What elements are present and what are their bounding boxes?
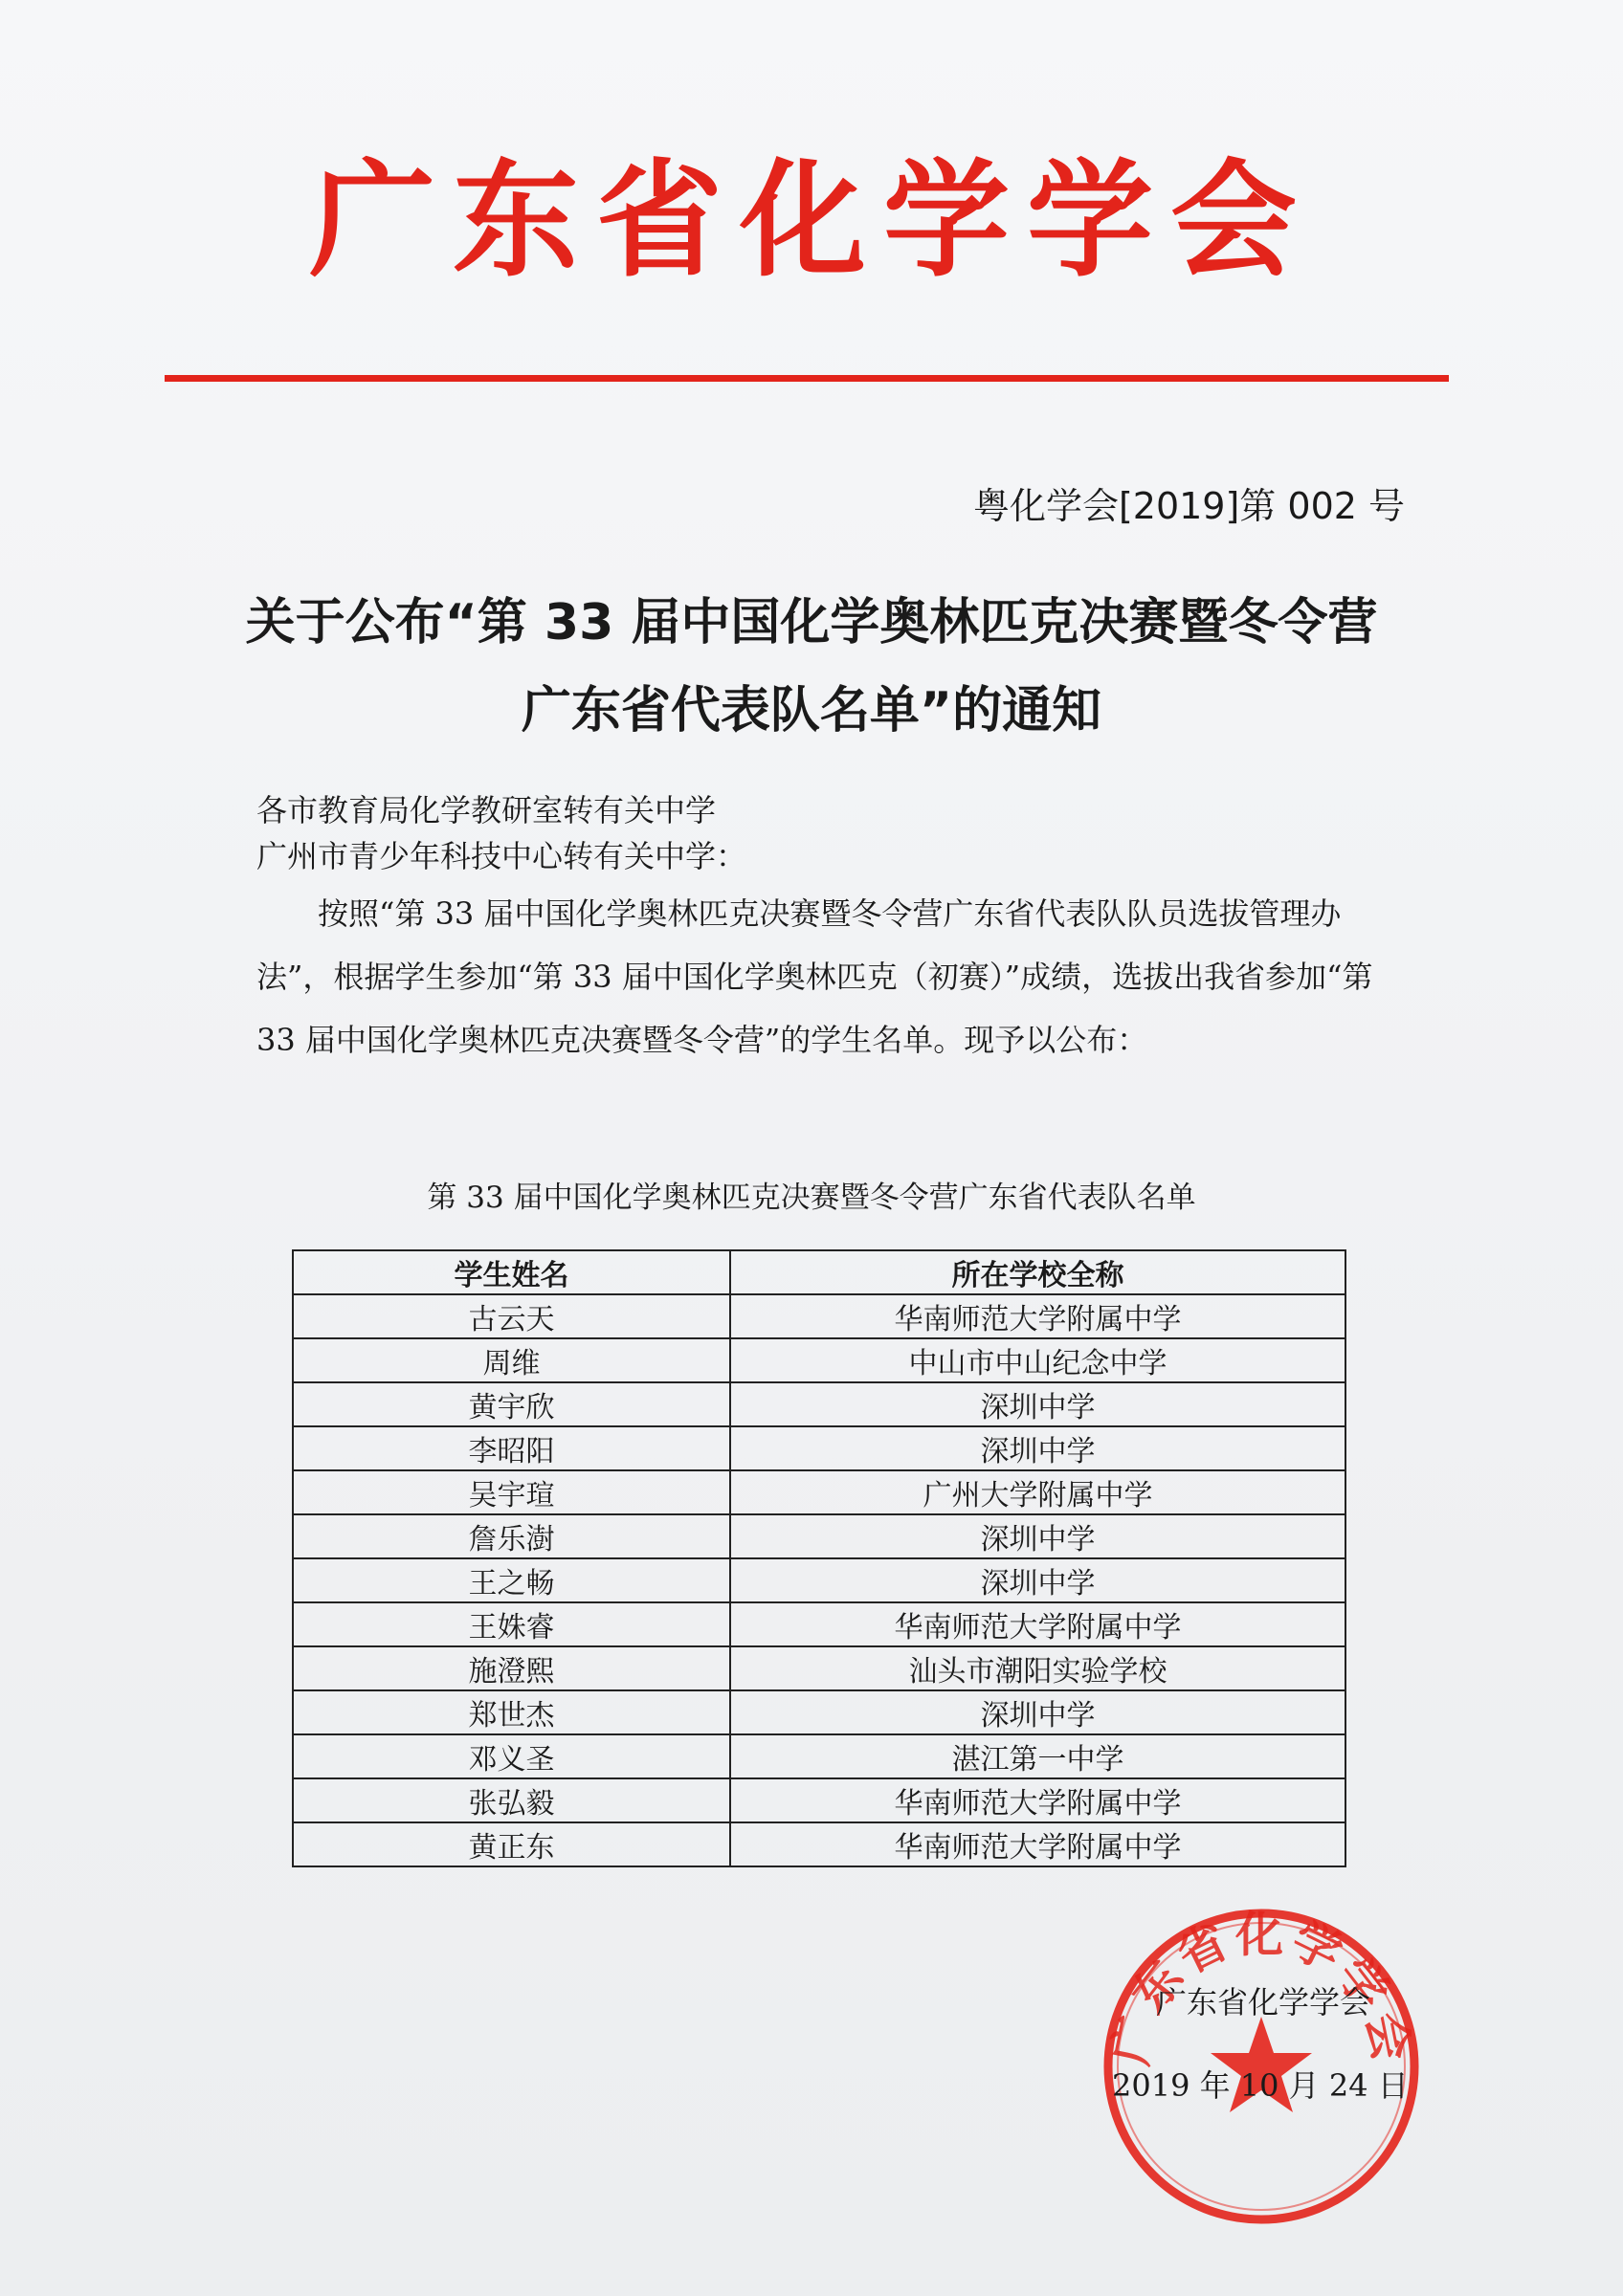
table-row — [293, 1470, 1345, 1514]
student-name-cell: 黄正东 — [293, 1822, 730, 1866]
table-row — [293, 1382, 1345, 1426]
student-name-cell: 詹乐澍 — [293, 1514, 730, 1558]
notice-title-line-2: 广东省代表队名单”的通知 — [521, 682, 1102, 740]
school-name-cell: 汕头市潮阳实验学校 — [730, 1646, 1345, 1690]
table-row — [293, 1822, 1345, 1866]
table-row — [293, 1734, 1345, 1778]
table-row — [293, 1294, 1345, 1338]
document-number: 粤化学会[2019]第 002 号 — [972, 485, 1405, 527]
table-row — [293, 1558, 1345, 1602]
seal-text: 广东省化学学会 — [1101, 1907, 1421, 2070]
signature-date: 2019 年 10 月 24 日 — [1112, 2067, 1409, 2104]
notice-title-line-1: 关于公布“第 33 届中国化学奥林匹克决赛暨冬令营 — [245, 594, 1378, 651]
table-row — [293, 1690, 1345, 1734]
school-name-cell: 深圳中学 — [730, 1558, 1345, 1602]
table-row — [293, 1778, 1345, 1822]
school-name-cell: 湛江第一中学 — [730, 1734, 1345, 1778]
column-header-name: 学生姓名 — [293, 1250, 730, 1294]
school-name-cell: 广州大学附属中学 — [730, 1470, 1345, 1514]
table-row — [293, 1602, 1345, 1646]
student-name-cell: 古云天 — [293, 1294, 730, 1338]
table-row — [293, 1426, 1345, 1470]
table-row — [293, 1514, 1345, 1558]
roster-table — [292, 1249, 1346, 1867]
school-name-cell: 华南师范大学附属中学 — [730, 1778, 1345, 1822]
student-name-cell: 王之畅 — [293, 1558, 730, 1602]
signature-org: 广东省化学学会 — [1156, 1984, 1371, 2020]
column-header-school: 所在学校全称 — [730, 1250, 1345, 1294]
school-name-cell: 深圳中学 — [730, 1514, 1345, 1558]
letterhead-divider — [165, 375, 1449, 382]
student-name-cell: 吴宇瑄 — [293, 1470, 730, 1514]
table-row — [293, 1646, 1345, 1690]
school-name-cell: 深圳中学 — [730, 1382, 1345, 1426]
student-name-cell: 张弘毅 — [293, 1778, 730, 1822]
school-name-cell: 中山市中山纪念中学 — [730, 1338, 1345, 1382]
student-name-cell: 邓义圣 — [293, 1734, 730, 1778]
student-name-cell: 郑世杰 — [293, 1690, 730, 1734]
school-name-cell: 深圳中学 — [730, 1426, 1345, 1470]
table-header-row — [293, 1250, 1345, 1294]
school-name-cell: 华南师范大学附属中学 — [730, 1294, 1345, 1338]
roster-table-title: 第 33 届中国化学奥林匹克决赛暨冬令营广东省代表队名单 — [427, 1181, 1196, 1215]
school-name-cell: 华南师范大学附属中学 — [730, 1602, 1345, 1646]
school-name-cell: 华南师范大学附属中学 — [730, 1822, 1345, 1866]
notice-body: 按照“第 33 届中国化学奥林匹克决赛暨冬令营广东省代表队队员选拔管理办法”，根据学生参加“第 33 届中国化学奥林匹克（初赛）”成绩，选拔出我省参加“第 33 届中国化学奥林匹克决赛暨冬令营”的学生名单。现予以公布： — [256, 895, 1373, 1058]
org-letterhead: 广东省化学学会 — [309, 147, 1314, 295]
student-name-cell: 施澄熙 — [293, 1646, 730, 1690]
student-name-cell: 周维 — [293, 1338, 730, 1382]
roster-table-body — [293, 1294, 1345, 1866]
school-name-cell: 深圳中学 — [730, 1690, 1345, 1734]
addressee-2: 广州市青少年科技中心转有关中学： — [256, 838, 747, 874]
addressee-1: 各市教育局化学教研室转有关中学 — [256, 792, 717, 828]
student-name-cell: 王姝睿 — [293, 1602, 730, 1646]
table-row — [293, 1338, 1345, 1382]
student-name-cell: 黄宇欣 — [293, 1382, 730, 1426]
student-name-cell: 李昭阳 — [293, 1426, 730, 1470]
